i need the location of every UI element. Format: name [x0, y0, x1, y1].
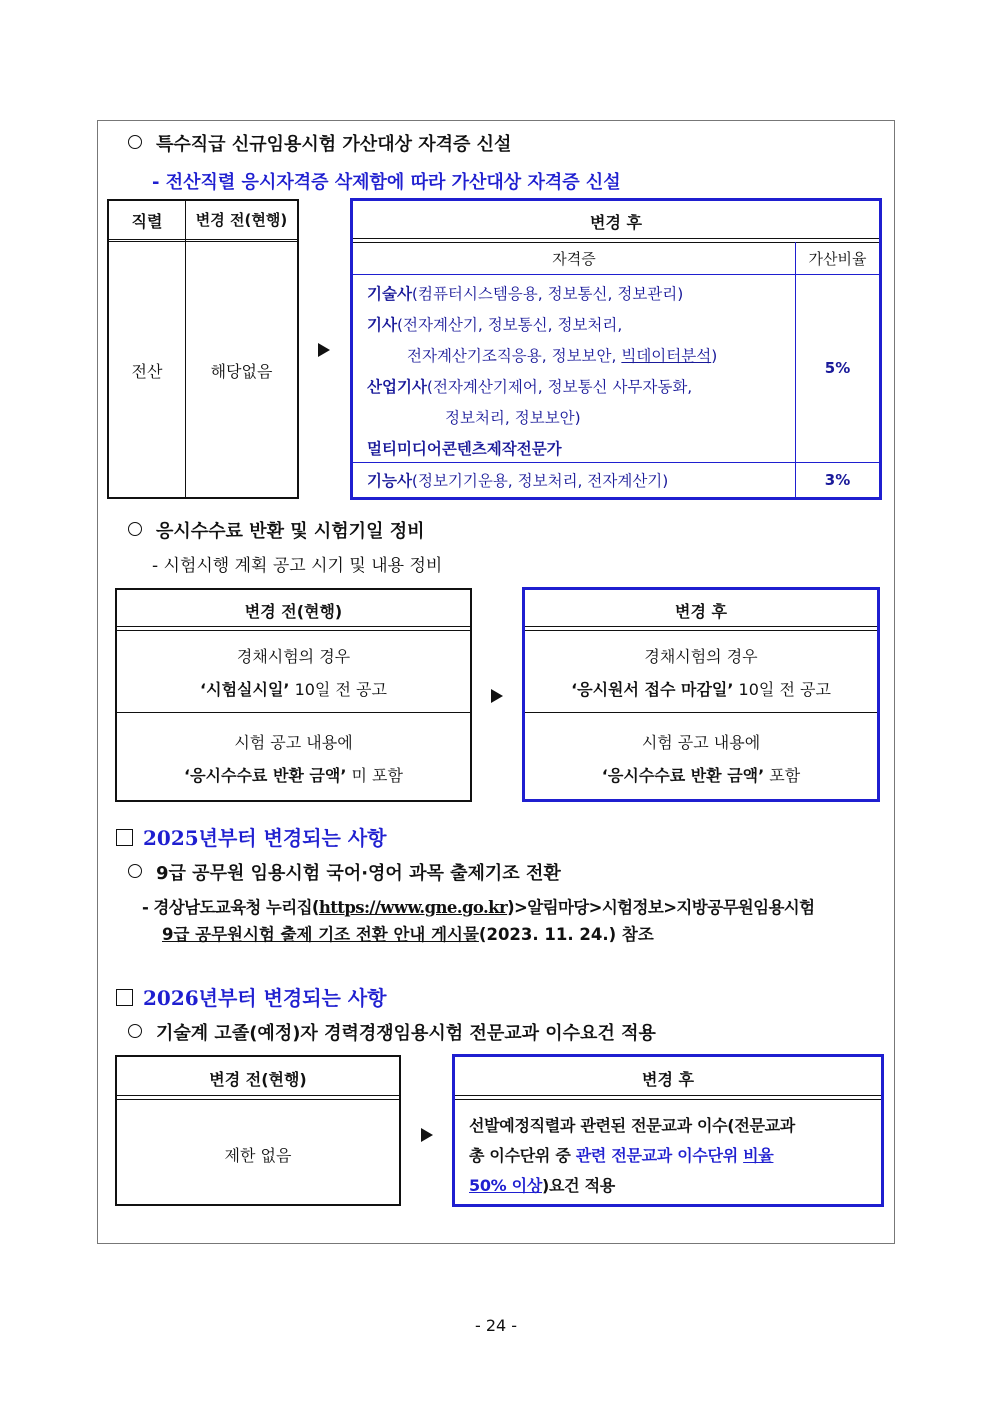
after-header: 변경 후 — [642, 1070, 694, 1089]
section4-before-box — [115, 1055, 401, 1206]
cert-industrial-engineer: 산업기사 — [367, 378, 427, 396]
after-header: 변경 후 — [590, 213, 642, 232]
section4-title: 2026년부터 변경되는 사항 — [116, 982, 386, 1011]
circle-bullet-icon — [128, 135, 142, 149]
cert-bigdata: 빅데이터분석 — [621, 347, 712, 365]
before-value: 해당없음 — [210, 362, 273, 381]
gne-url-link[interactable]: https://www.gne.go.kr — [318, 898, 508, 917]
col-cert-header: 자격증 — [552, 250, 596, 268]
section1-heading — [128, 130, 511, 156]
before-header: 변경 전(현행) — [209, 1070, 307, 1089]
cert-group-5pct: 기술사(컴퓨터시스템응용, 정보통신, 정보관리) 기사(전자계산기, 정보통신, 정보처리, 전자계산기조직응용, 정보보안, 빅데이터분석) 산업기사(전자계산기제어, 정보통신 사무자동화, 정보처리, 정보보안) 멀티미디어콘텐츠제작전문가 — [367, 279, 717, 465]
before-value: 제한 없음 — [224, 1146, 292, 1165]
cert-craftsman: 기능사 — [367, 472, 412, 490]
job-value: 전산 — [131, 362, 163, 381]
section2-subheading: - 시험시행 계획 공고 시기 및 내용 정비 — [152, 556, 443, 576]
section1-left-table — [107, 199, 299, 499]
after-header: 변경 후 — [675, 602, 727, 621]
section1-subheading: - 전산직렬 응시자격증 삭제함에 따라 가산대상 자격증 신설 — [152, 172, 621, 193]
col-ratio-header: 가산비율 — [808, 250, 867, 268]
ratio-3pct: 3% — [824, 471, 851, 489]
square-bullet-icon — [116, 829, 133, 846]
section4-item: 기술계 고졸(예정)자 경력경쟁임용시험 전문교과 이수요건 적용 — [128, 1019, 656, 1045]
section2-before-box: 변경 전(현행) 경채시험의 경우 ‘시험실시일’ 10일 전 공고 시험 공고 내용에 ‘응시수수료 반환 금액’ 미 포함 — [115, 588, 472, 802]
col-before-header: 변경 전(현행) — [195, 211, 288, 229]
arrow-right-icon — [318, 343, 330, 357]
section4-after-box — [452, 1054, 884, 1207]
cert-engineer-pro: 기술사 — [367, 285, 412, 303]
square-bullet-icon — [116, 989, 133, 1006]
circle-bullet-icon — [128, 864, 142, 878]
arrow-right-icon — [491, 689, 503, 703]
after-requirement: 선발예정직렬과 관련된 전문교과 이수(전문교과 총 이수단위 중 관련 전문교과 이수단위 비율 50% 이상)요건 적용 — [469, 1116, 795, 1195]
before-header: 변경 전(현행) — [244, 602, 343, 621]
cert-group-3pct: 기능사(정보기기운용, 정보처리, 전자계산기) — [367, 472, 669, 490]
ratio-5pct: 5% — [824, 359, 851, 377]
section2-after-box: 변경 후 경채시험의 경우 ‘응시원서 접수 마감일’ 10일 전 공고 시험 공고 내용에 ‘응시수수료 반환 금액’ 포함 — [522, 587, 880, 802]
circle-bullet-icon — [128, 1024, 142, 1038]
cert-multimedia: 멀티미디어콘텐츠제작전문가 — [367, 440, 562, 458]
section3-title: 2025년부터 변경되는 사항 — [116, 822, 386, 851]
section3-item: 9급 공무원 임용시험 국어·영어 과목 출제기조 전환 — [128, 859, 561, 885]
section1-right-table — [350, 198, 882, 500]
circle-bullet-icon — [128, 522, 142, 536]
section3-detail-line2: 9급 공무원시험 출제 기조 전환 안내 게시물(2023. 11. 24.) 참조 — [162, 925, 654, 944]
cert-engineer: 기사 — [367, 316, 397, 334]
col-job-header: 직렬 — [131, 212, 163, 231]
section2-heading-text: 응시수수료 반환 및 시험기일 정비 — [156, 521, 425, 542]
section1-heading-text: 특수직급 신규임용시험 가산대상 자격증 신설 — [156, 134, 512, 155]
section2-heading — [128, 517, 425, 543]
section3-detail: - 경상남도교육청 누리집(https://www.gne.go.kr)>알림마당>시험정보>지방공무원임용시험 — [142, 898, 815, 917]
page-number: - 24 - — [474, 1316, 518, 1335]
arrow-right-icon — [421, 1128, 433, 1142]
